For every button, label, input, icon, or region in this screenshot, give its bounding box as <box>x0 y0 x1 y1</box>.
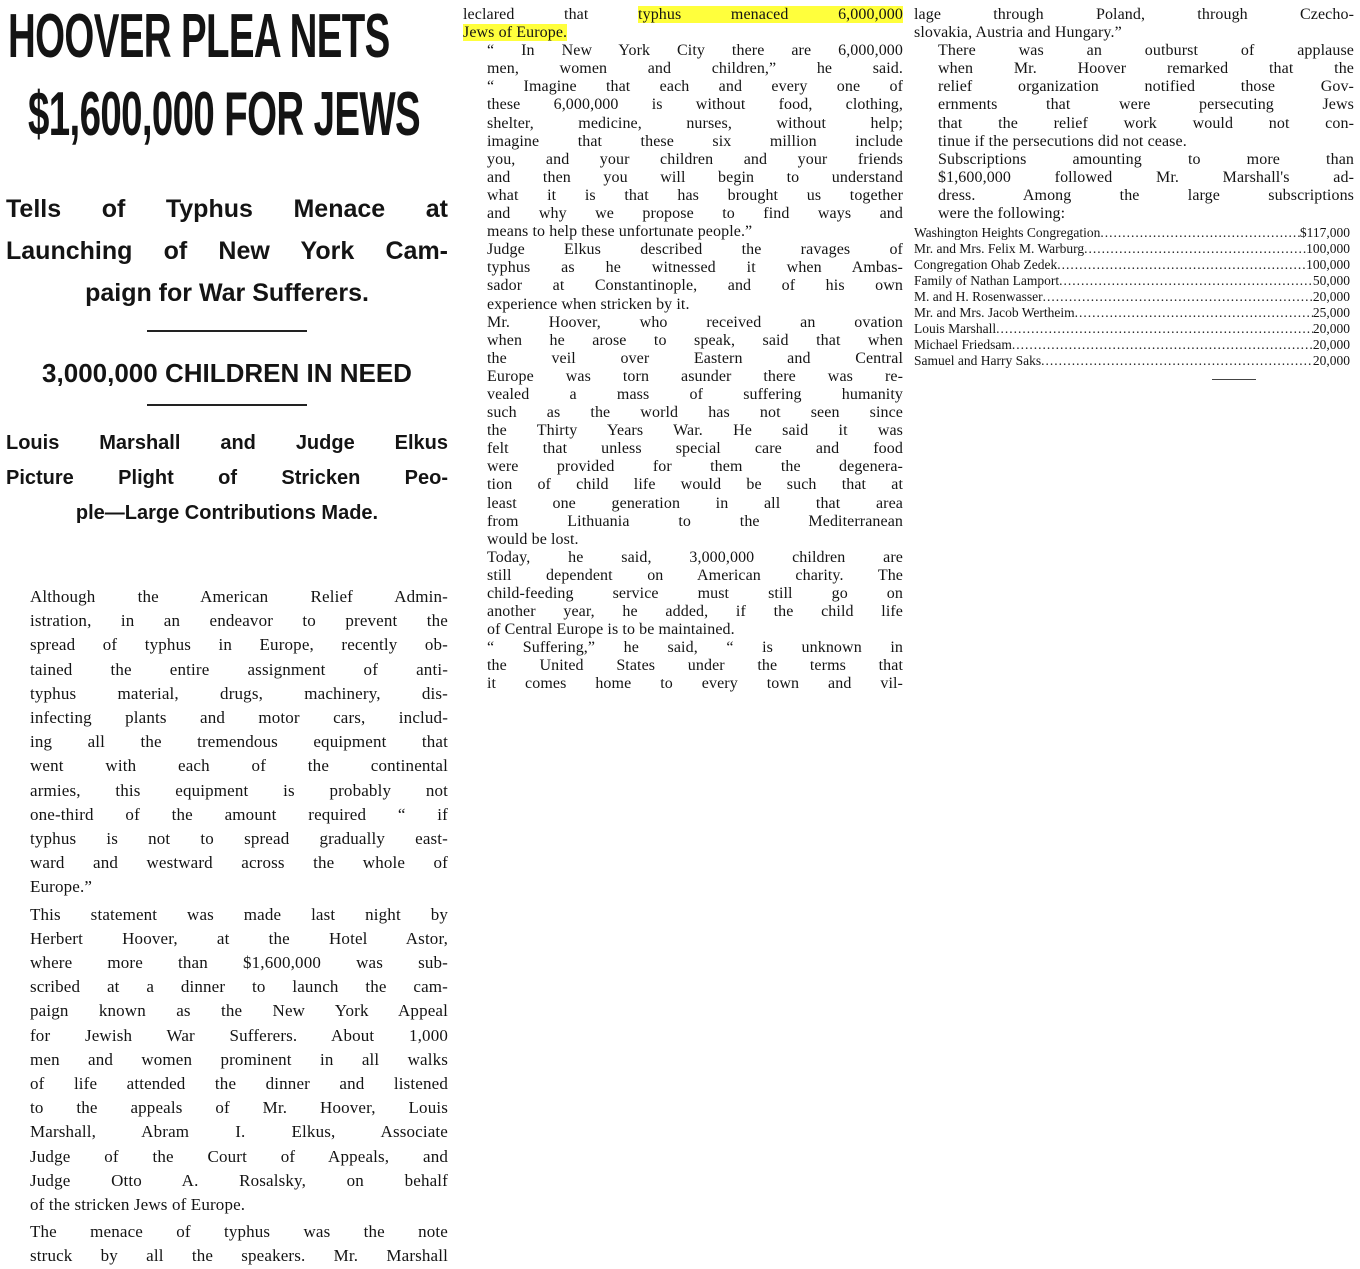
list-item <box>914 305 1350 321</box>
text-line: Judge of the Court of Appeals, and <box>30 1146 448 1166</box>
text-line: Judge Elkus described the ravages of <box>487 241 903 259</box>
text-line: Although the American Relief Admin- <box>30 587 448 606</box>
text-line: paign known as the New York Appeal <box>30 1001 448 1021</box>
deck-line: Louis Marshall and Judge Elkus <box>6 432 448 454</box>
subscriber-name: M. and H. Rosenwasser <box>914 289 1043 305</box>
text-line: means to help these unfortunate people.” <box>487 223 753 241</box>
leader-dots <box>1043 289 1313 305</box>
list-item <box>914 321 1350 337</box>
text-line: “ Suffering,” he said, “ is unknown in <box>487 639 903 657</box>
paragraph <box>914 6 1354 42</box>
column-3 <box>914 0 1354 380</box>
text-line: child-feeding service must still go on <box>487 585 903 602</box>
text-line: from Lithuania to the Mediterranean <box>487 512 903 530</box>
paragraph <box>914 151 1354 223</box>
text-line: lage through Poland, through Czecho- <box>914 6 1354 23</box>
article-body-column-1 <box>6 585 448 1269</box>
text-line: of life attended the dinner and listened <box>30 1074 448 1094</box>
subscriber-name: Mr. and Mrs. Felix M. Warburg <box>914 241 1085 257</box>
list-item <box>914 289 1350 305</box>
text-line: the veil over Eastern and Central <box>487 349 903 367</box>
text-line: ernments that were persecuting Jews <box>938 96 1354 114</box>
deck-marshall-elkus <box>6 426 448 531</box>
list-item <box>914 241 1350 257</box>
article-body-column-3 <box>914 6 1354 223</box>
text-fragment: leclared that <box>463 6 639 23</box>
subscriber-name: Family of Nathan Lamport <box>914 273 1060 289</box>
text-line: typhus material, drugs, machinery, dis- <box>30 683 448 703</box>
headline-line-2: $1,600,000 FOR JEWS <box>28 80 421 149</box>
text-line: The menace of typhus was the note <box>30 1222 448 1242</box>
subscriber-name: Samuel and Harry Saks <box>914 353 1042 369</box>
text-line: went with each of the continental <box>30 756 448 776</box>
text-line: would be lost. <box>487 530 579 548</box>
text-line: armies, this equipment is probably not <box>30 780 448 800</box>
text-line: of the stricken Jews of Europe. <box>30 1195 246 1215</box>
subscription-amount: 20,000 <box>1312 337 1350 353</box>
subscriber-name: Louis Marshall <box>914 321 997 337</box>
text-line: when he arose to speak, said that when <box>487 331 903 349</box>
list-item <box>914 225 1350 241</box>
text-line: Mr. Hoover, who received an ovation <box>487 313 903 331</box>
text-line: for Jewish War Sufferers. About 1,000 <box>30 1025 448 1045</box>
subscriber-name: Washington Heights Congregation <box>914 225 1101 241</box>
text-line: tion of child life would be such that at <box>487 476 903 494</box>
leader-dots <box>1084 241 1306 257</box>
text-line: ward and westward across the whole of <box>30 853 448 873</box>
list-item <box>914 353 1350 369</box>
subscriber-name: Congregation Ohab Zedek <box>914 257 1058 273</box>
text-line: vealed a mass of suffering humanity <box>487 385 903 403</box>
text-line: shelter, medicine, nurses, without help; <box>487 114 903 132</box>
leader-dots <box>1100 225 1299 241</box>
paragraph <box>6 1220 448 1268</box>
text-line: dress. Among the large subscriptions <box>938 186 1354 204</box>
text-line <box>463 24 903 42</box>
text-line: relief organization notified those Gov- <box>938 78 1354 96</box>
text-line: another year, he added, if the child life <box>487 603 903 621</box>
leader-dots <box>1012 337 1313 353</box>
subscription-amount: 20,000 <box>1312 289 1350 305</box>
subscription-amount: 50,000 <box>1312 273 1350 289</box>
text-line: struck by all the speakers. Mr. Marshall <box>30 1246 448 1266</box>
deck-line: Launching of New York Cam- <box>6 237 448 265</box>
list-item <box>914 257 1350 273</box>
subscription-amount: 100,000 <box>1306 241 1350 257</box>
text-line: Marshall, Abram I. Elkus, Associate <box>30 1122 448 1142</box>
divider-rule <box>147 404 307 406</box>
leader-dots <box>1075 305 1313 321</box>
column-1 <box>6 0 448 1269</box>
deck-line: Picture Plight of Stricken Peo- <box>6 467 448 489</box>
paragraph <box>463 241 903 313</box>
deck-line: paign for War Sufferers. <box>85 279 369 307</box>
subscriber-name: Michael Friedsam <box>914 337 1012 353</box>
text-line: Today, he said, 3,000,000 children are <box>487 548 903 566</box>
text-line: one-third of the amount required “ if <box>30 804 448 824</box>
subscriber-name: Mr. and Mrs. Jacob Wertheim <box>914 305 1075 321</box>
text-line: and then you will begin to understand <box>487 168 903 186</box>
subscription-amount: 25,000 <box>1312 305 1350 321</box>
deck-children-in-need: 3,000,000 CHILDREN IN NEED <box>42 358 412 388</box>
end-of-article-rule <box>1212 379 1256 380</box>
column-2 <box>463 0 903 694</box>
paragraph <box>914 42 1354 151</box>
text-line: Subscriptions amounting to more than <box>938 150 1354 168</box>
text-line: these 6,000,000 is without food, clothing, <box>487 96 903 114</box>
deck-typhus-menace <box>6 188 448 314</box>
paragraph <box>463 314 903 549</box>
deck-line: ple—Large Contributions Made. <box>75 502 379 524</box>
text-line: still dependent on American charity. The <box>487 566 903 584</box>
text-line: There was an outburst of applause <box>938 42 1354 60</box>
text-line: “ In New York City there are 6,000,000 <box>487 42 903 60</box>
text-line: “ Imagine that each and every one of <box>487 78 903 96</box>
text-line: where more than $1,600,000 was sub- <box>30 953 448 973</box>
text-line: least one generation in all that area <box>487 494 903 512</box>
highlighted-text: Jews of Europe. <box>463 24 568 42</box>
leader-dots <box>1057 257 1306 273</box>
paragraph <box>6 903 448 1218</box>
text-line: tained the entire assignment of anti- <box>30 659 448 679</box>
article-body-column-2 <box>463 6 903 694</box>
text-line: tinue if the persecutions did not cease. <box>938 132 1187 150</box>
paragraph <box>463 42 903 241</box>
subscription-amount: $117,000 <box>1299 225 1350 241</box>
text-line: istration, in an endeavor to prevent the <box>30 611 448 631</box>
text-line: This statement was made last night by <box>30 904 448 924</box>
text-line <box>463 6 903 24</box>
text-line: typhus as he witnessed it when Ambas- <box>487 259 903 277</box>
text-line: and why we propose to find ways and <box>487 205 903 223</box>
text-line: ing all the tremendous equipment that <box>30 732 448 752</box>
subscription-amount: 100,000 <box>1306 257 1350 273</box>
paragraph <box>463 6 903 42</box>
leader-dots <box>1041 353 1313 369</box>
text-line: spread of typhus in Europe, recently ob- <box>30 635 448 655</box>
text-line: it comes home to every town and vil- <box>487 675 903 693</box>
paragraph <box>463 549 903 639</box>
text-line: Herbert Hoover, at the Hotel Astor, <box>30 928 448 948</box>
headline-line-1: HOOVER PLEA NETS <box>8 2 390 71</box>
text-line: that the relief work would not con- <box>938 114 1354 132</box>
paragraph <box>6 585 448 900</box>
list-item <box>914 273 1350 289</box>
text-line: men, women and children,” he said. <box>487 60 903 78</box>
text-line: were the following: <box>938 205 1066 223</box>
text-line: infecting plants and motor cars, includ- <box>30 708 448 728</box>
text-line: Europe.” <box>30 877 93 897</box>
text-line: slovakia, Austria and Hungary.” <box>914 24 1122 42</box>
highlighted-text: typhus menaced 6,000,000 <box>638 6 903 23</box>
text-line: typhus is not to spread gradually east- <box>30 829 448 849</box>
text-line: you, and your children and your friends <box>487 150 903 168</box>
text-line: such as the world has not seen since <box>487 404 903 422</box>
subscription-amount: 20,000 <box>1312 353 1350 369</box>
divider-rule <box>147 330 307 332</box>
leader-dots <box>1059 273 1313 289</box>
text-line: imagine that these six million include <box>487 132 903 150</box>
list-item <box>914 337 1350 353</box>
text-line: the United States under the terms that <box>487 657 903 675</box>
text-line: Judge Otto A. Rosalsky, on behalf <box>30 1170 448 1190</box>
subscriptions-list <box>914 225 1350 369</box>
text-line: experience when stricken by it. <box>487 295 690 313</box>
text-line: the Thirty Years War. He said it was <box>487 422 903 440</box>
text-line: sador at Constantinople, and of his own <box>487 277 903 295</box>
paragraph <box>463 639 903 693</box>
text-line: were provided for them the degenera- <box>487 458 903 476</box>
text-line: felt that unless special care and food <box>487 440 903 458</box>
leader-dots <box>996 321 1313 337</box>
subscription-amount: 20,000 <box>1312 321 1350 337</box>
text-line: of Central Europe is to be maintained. <box>487 621 735 639</box>
text-line: scribed at a dinner to launch the cam- <box>30 977 448 997</box>
text-line: what it is that has brought us together <box>487 186 903 204</box>
deck-line: Tells of Typhus Menace at <box>6 195 448 223</box>
text-line: when Mr. Hoover remarked that the <box>938 60 1354 78</box>
text-line: Europe was torn asunder there was re- <box>487 367 903 385</box>
text-line: to the appeals of Mr. Hoover, Louis <box>30 1098 448 1118</box>
text-line: men and women prominent in all walks <box>30 1049 448 1069</box>
text-line: $1,600,000 followed Mr. Marshall's ad- <box>938 168 1354 186</box>
